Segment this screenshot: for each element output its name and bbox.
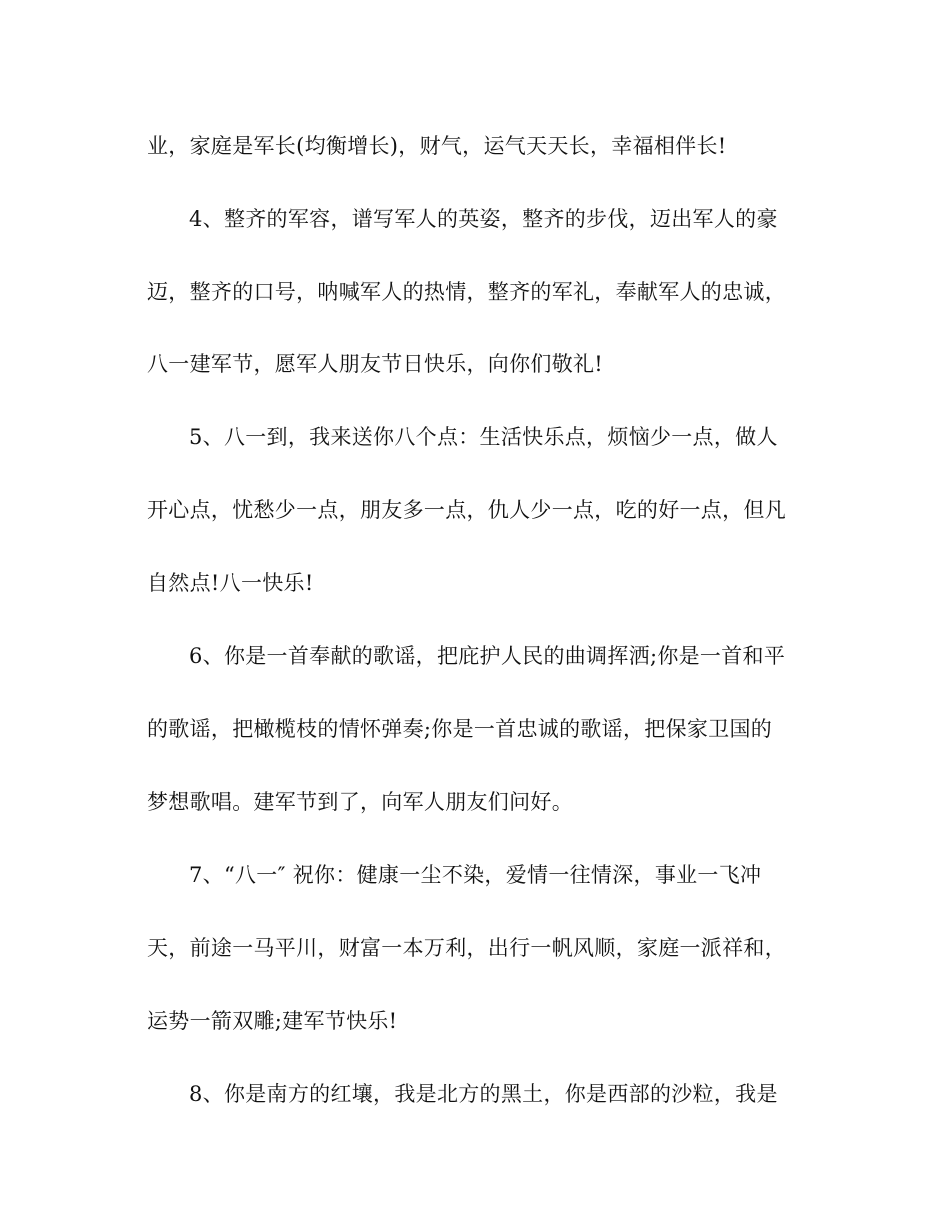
text-line: 4、整齐的军容，谱写军人的英姿，整齐的步伐，迈出军人的豪 <box>189 207 778 231</box>
text-line: 5、八一到，我来送你八个点：生活快乐点，烦恼少一点，做人 <box>189 425 778 449</box>
text-line: 8、你是南方的红壤，我是北方的黑土，你是西部的沙粒，我是 <box>189 1082 778 1106</box>
text-line: 天，前途一马平川，财富一本万利，出行一帆风顺，家庭一派祥和， <box>147 936 786 960</box>
text-line: 业，家庭是军长(均衡增长)，财气，运气天天长，幸福相伴长! <box>147 134 727 158</box>
text-line: 八一建军节，愿军人朋友节日快乐，向你们敬礼! <box>147 352 604 376</box>
text-line: 7、“八一″ 祝你：健康一尘不染，爱情一往情深，事业一飞冲 <box>189 863 762 887</box>
text-line: 迈，整齐的口号，呐喊军人的热情，整齐的军礼，奉献军人的忠诚， <box>147 280 786 304</box>
text-line: 的歌谣，把橄榄枝的情怀弹奏;你是一首忠诚的歌谣，把保家卫国的 <box>147 717 773 741</box>
text-line: 梦想歌唱。建军节到了，向军人朋友们问好。 <box>147 790 573 814</box>
text-line: 开心点，忧愁少一点，朋友多一点，仇人少一点，吃的好一点，但凡 <box>147 498 786 522</box>
text-line: 6、你是一首奉献的歌谣，把庇护人民的曲调挥洒;你是一首和平 <box>189 644 786 668</box>
text-line: 运势一箭双雕;建军节快乐! <box>147 1009 398 1033</box>
text-line: 自然点!八一快乐! <box>147 571 314 595</box>
